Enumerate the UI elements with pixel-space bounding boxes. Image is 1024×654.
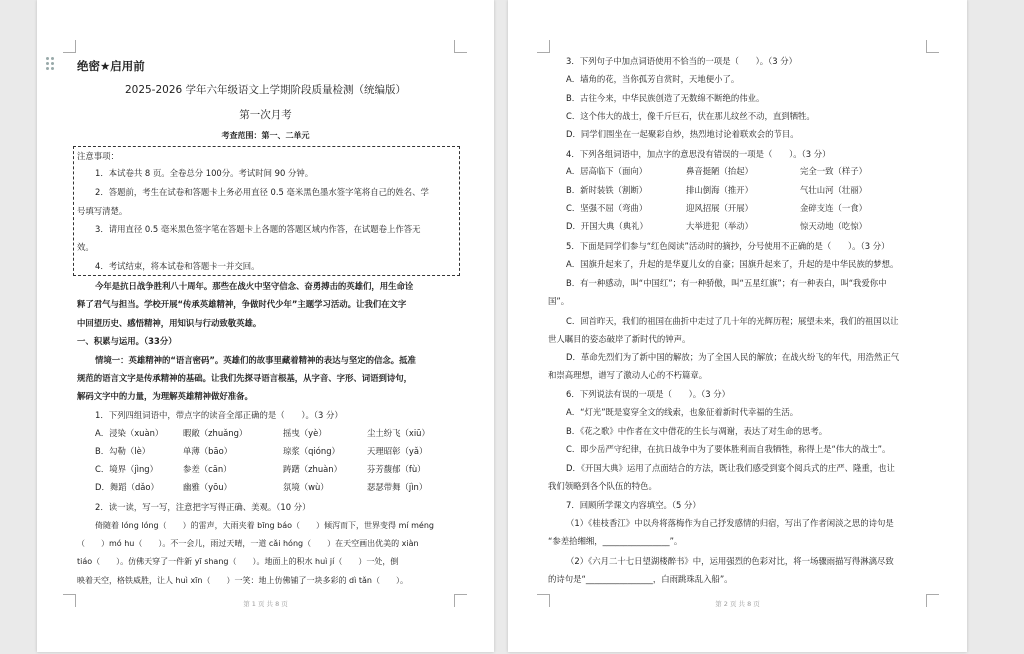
q5-text-line: C．回首昨天，我们的祖国在曲折中走过了几十年的光辉历程；展望未来，我们的祖国以让 <box>566 316 899 326</box>
q4-option-a: 鼻音挺陋（抬起） <box>686 166 753 176</box>
crop-mark <box>537 40 550 53</box>
q1-option-b: 琼浆（qióng） <box>283 446 340 456</box>
task-intro-line: 解码文字中的力量，为理解英雄精神做好准备。 <box>77 391 253 401</box>
q4-option-b: 排山倒海（推开） <box>686 185 753 195</box>
q2-text-line: 倚随着 lóng lóng（ ）的雷声，大雨夹着 bīng báo（ ）倾泻而下，世界变得 mí méng <box>95 521 434 530</box>
q5-text-line: B．有一种感动，叫“中国红”；有一种骄傲，叫“五星红旗”；有一种表白，叫“我爱你中 <box>566 278 887 288</box>
page-footer: 第 1 页 共 8 页 <box>243 600 288 608</box>
q4-option-d: D．开国大典（典礼） <box>566 221 648 231</box>
q2-text-line: （ ）mó hu（ ）。不一会儿，雨过天晴，一道 cǎi hóng（ ）在天空画出优美的 xiàn <box>77 539 419 548</box>
notice-line: 4．考试结束，将本试卷和答题卡一并交回。 <box>95 261 260 271</box>
q7-text-line: 的诗句是“________________，白雨跳珠乱入船”。 <box>548 574 733 584</box>
q1-option-b: 单薄（bāo） <box>183 446 233 456</box>
q5-text-line: D．革命先烈们为了新中国的解放；为了全国人民的解放；在战火纷飞的年代，用浩然正气 <box>566 352 900 362</box>
question-6: 6．下列说法有误的一项是（ ）。（3 分） <box>566 389 731 399</box>
question-5: 5．下面是同学们参与“红色阅读”活动时的摘抄，分号使用不正确的是（ ）。（3 分） <box>566 241 890 251</box>
q1-option-a: 暇敞（zhuǎng） <box>183 428 248 438</box>
question-1: 1．下列四组词语中，带点字的读音全部正确的是（ ）。（3 分） <box>95 410 343 420</box>
q4-option-c: 迎风招展（开展） <box>686 203 753 213</box>
q1-option-a: A．浸染（xuàn） <box>95 428 164 438</box>
q7-text-line: （2）《六月二十七日望湖楼醉书》中，运用强烈的色彩对比，将一场骤雨描写得淋漓尽致 <box>566 556 894 566</box>
q7-text-line: （1）《桂枝香江》中以舟将落梅作为自己抒发感情的归宿，写出了作者闲淡之思的诗句是 <box>566 518 894 528</box>
q1-option-c: 参差（cān） <box>183 464 232 474</box>
q4-option-b: B．新时装铁（割断） <box>566 185 648 195</box>
q5-text-line: A．国旗升起来了，升起的是华夏儿女的自豪；国旗升起来了，升起的是中华民族的梦想。 <box>566 259 899 269</box>
q1-option-d: D．舞蹈（dǎo） <box>95 482 159 492</box>
page-footer: 第 2 页 共 8 页 <box>715 600 760 608</box>
notice-line: 效。 <box>77 242 94 252</box>
task-intro-line: 规范的语言文字是传承精神的基础。让我们先探寻语言根基，从字音、字形、词语到诗句， <box>77 373 412 383</box>
q1-option-c: 踌躇（zhuàn） <box>283 464 342 474</box>
q2-text-line: 映着天空，格铁威胜，让人 huì xīn（ ）一笑：地上仿佛铺了一块多彩的 dì tǎn（ ）。 <box>77 576 408 585</box>
q3-option: C．这个伟大的战士，像千斤巨石，伏在那儿纹丝不动，直到牺牲。 <box>566 111 815 121</box>
q3-option: D．同学们围坐在一起聚彩自炒，热烈地讨论着联欢会的节目。 <box>566 129 799 139</box>
confidential-mark: 绝密★启用前 <box>77 59 145 73</box>
q3-option: B．古往今来，中华民族创造了无数绵不断绝的伟业。 <box>566 93 765 103</box>
question-3: 3．下列句子中加点词语使用不恰当的一项是（ ）。（3 分） <box>566 56 798 66</box>
q5-text-line: 世人瞩目的姿态破岸了新时代的钟声。 <box>548 334 691 344</box>
q5-text-line: 和崇高理想，谱写了激动人心的不朽篇章。 <box>548 370 708 380</box>
q7-text-line: “参差拾缃缃，________________”。 <box>548 536 683 546</box>
q1-option-c: 芬芳馥郁（fù） <box>367 464 426 474</box>
q1-option-c: C．境界（jìng） <box>95 464 159 474</box>
q4-option-b: 气壮山河（壮丽） <box>800 185 867 195</box>
q1-option-a: 尘土纷飞（xiū） <box>367 428 430 438</box>
q4-option-a: 完全一致（样子） <box>800 166 867 176</box>
crop-mark <box>926 40 939 53</box>
q4-option-d: 惊天动地（吃惊） <box>800 221 867 231</box>
q1-option-a: 摇曳（yè） <box>283 428 327 438</box>
q1-option-d: 幽雅（yōu） <box>183 482 232 492</box>
q6-text-line: 我们领略到各个队伍的特色。 <box>548 481 657 491</box>
q4-option-d: 大举进犯（举动） <box>686 221 753 231</box>
document-page-1 <box>37 0 494 652</box>
q3-option: A．墙角的花，当你孤芳自赏时，天地便小了。 <box>566 74 740 84</box>
intro-line: 中回望历史、感悟精神，用知识与行动致敬英雄。 <box>77 318 262 328</box>
notice-line: 1．本试卷共 8 页。全卷总分 100分。考试时间 90 分钟。 <box>95 168 314 178</box>
q6-text-line: A．“灯光”既是宴穿全文的线索，也象征着新时代幸福的生活。 <box>566 407 799 417</box>
q6-text-line: B．《花之歌》中作者在文中借花的生长与凋谢，表达了对生命的思考。 <box>566 426 828 436</box>
q2-text-line: tiáo（ ）。仿佛天穿了一件新 yī shang（ ）。地面上的积水 huì jí（ ）一处，倒 <box>77 557 399 566</box>
exam-title: 2025-2026 学年六年级语文上学期阶段质量检测（统编版） <box>124 84 407 96</box>
task-intro-line: 情境一：英雄精神的“语言密码”。英雄们的故事里藏着精神的表达与坚定的信念。抵准 <box>95 355 416 365</box>
q6-text-line: D．《开国大典》运用了点面结合的方法，既让我们感受到宴个阅兵式的庄严、隆重，也让 <box>566 463 895 473</box>
q1-option-b: 天理昭彰（yǎ） <box>367 446 428 456</box>
intro-line: 释了君气与担当。学校开展“传承英雄精神，争做时代少年”主题学习活动。让我们在文字 <box>77 299 407 309</box>
intro-line: 今年是抗日战争胜利八十周年。那些在战火中坚守信念、奋勇搏击的英雄们，用生命诠 <box>95 281 414 291</box>
crop-mark <box>454 40 467 53</box>
drag-handle-icon[interactable] <box>46 57 56 73</box>
notice-line: 3．请用直径 0.5 毫米黑色签字笔在答题卡上各题的答题区域内作答，在试题卷上作答无 <box>95 224 421 234</box>
question-2: 2．读一读，写一写，注意把字写得正确、美观。（10 分） <box>95 502 311 512</box>
question-4: 4．下列各组词语中，加点字的意思没有错误的一项是（ ）。（3 分） <box>566 149 831 159</box>
exam-scope: 考查范围：第一、二单元 <box>221 131 310 140</box>
exam-subtitle: 第一次月考 <box>239 109 292 121</box>
section-heading: 一、积累与运用。（33分） <box>77 336 177 346</box>
notice-line: 号填写清楚。 <box>77 206 128 216</box>
q4-option-c: C．坚强不屈（弯曲） <box>566 203 648 213</box>
question-7: 7．回顾所学课文内容填空。（5 分） <box>566 500 701 510</box>
q1-option-d: 氛境（wù） <box>283 482 329 492</box>
notice-box <box>73 146 460 276</box>
document-page-2 <box>508 0 967 652</box>
q4-option-c: 金碎支连（一食） <box>800 203 867 213</box>
q1-option-d: 瑟瑟带舞（jìn） <box>367 482 428 492</box>
crop-mark <box>63 40 76 53</box>
q5-text-line: 国”。 <box>548 296 570 306</box>
q1-option-b: B．勾勒（lè） <box>95 446 151 456</box>
q6-text-line: C．即少岳严守纪律，在抗日战争中为了要体胜利而自我牺牲，称得上是“伟大的战士”。 <box>566 444 891 454</box>
notice-title: 注意事项： <box>77 151 119 161</box>
notice-line: 2．答题前，考生在试卷和答题卡上务必用直径 0.5 毫米黑色墨水签字笔将自己的姓名、学 <box>95 187 429 197</box>
q4-option-a: A．居高临下（面向） <box>566 166 648 176</box>
